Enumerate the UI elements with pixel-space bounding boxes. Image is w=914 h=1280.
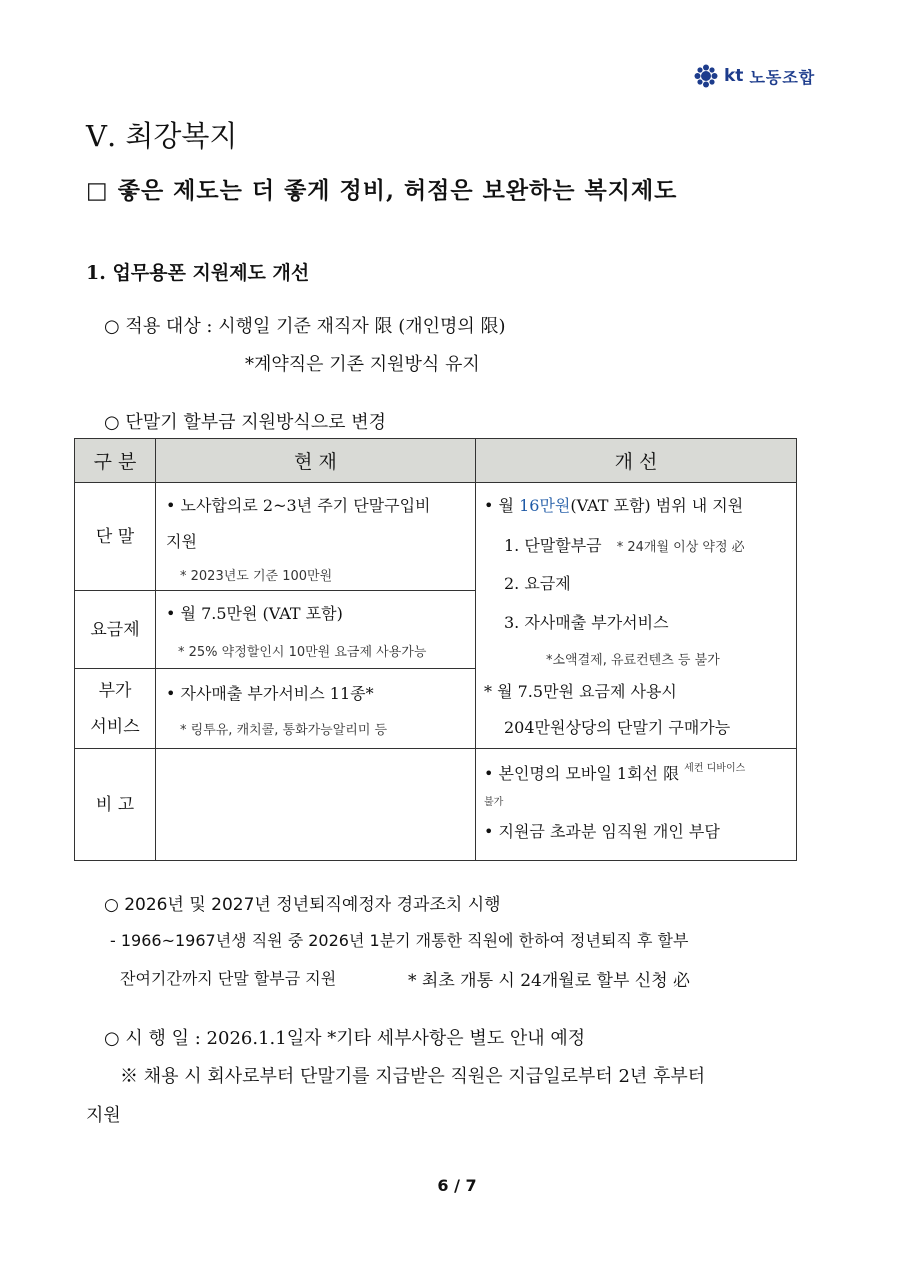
remark-sup2: 불가 xyxy=(484,797,504,808)
page-number: 6 / 7 xyxy=(437,1176,477,1195)
logo-kt: kt xyxy=(724,66,744,86)
logo-union: 노동조합 xyxy=(749,67,816,87)
current-device-note: * 2023년도 기준 100만원 xyxy=(180,569,333,584)
remark-line1-text: • 본인명의 모바일 1회선 限 xyxy=(484,764,680,783)
union-emblem-icon xyxy=(694,64,718,88)
improved-remark xyxy=(476,749,797,861)
target-line: ○ 적용 대상 : 시행일 기준 재직자 限 (개인명의 限) xyxy=(104,316,506,337)
kt-union-logo xyxy=(694,64,815,88)
remark-line2: • 지원금 초과분 임직원 개인 부담 xyxy=(484,822,720,841)
row-label-addon-line2: 서비스 xyxy=(90,716,140,737)
current-fee-line1: • 월 7.5만원 (VAT 포함) xyxy=(166,604,343,623)
current-addon-line1: • 자사매출 부가서비스 11종* xyxy=(166,684,374,703)
subtitle: □ 좋은 제도는 더 좋게 정비, 허점은 보완하는 복지제도 xyxy=(86,177,678,204)
section-title: Ⅴ. 최강복지 xyxy=(86,119,238,153)
effective-line2: ※ 채용 시 회사로부터 단말기를 지급받은 직원은 지급일로부터 2년 후부터 xyxy=(120,1066,706,1087)
row-label-fee: 요금제 xyxy=(75,591,156,669)
comparison-table xyxy=(74,438,797,861)
improved-amount: 16만원 xyxy=(519,496,571,515)
effective-line1: ○ 시 행 일 : 2026.1.1일자 *기타 세부사항은 별도 안내 예정 xyxy=(104,1028,586,1049)
improved-item1 xyxy=(504,533,745,556)
current-device xyxy=(156,483,476,591)
row-label-addon xyxy=(75,669,156,749)
remark-line1 xyxy=(484,759,745,784)
current-device-line2: 지원 xyxy=(166,532,197,551)
item1-heading: 1. 업무용폰 지원제도 개선 xyxy=(86,262,310,284)
remark-sup: 세컨 디바이스 xyxy=(684,763,746,774)
transition-line2: - 1966~1967년생 직원 중 2026년 1분기 개통한 직원에 한하여 정년퇴직 후 할부 xyxy=(110,931,689,950)
transition-line3: 잔여기간까지 단말 할부금 지원 xyxy=(120,969,337,988)
improved-usage-line2: 204만원상당의 단말기 구매가능 xyxy=(504,718,731,737)
header-improved: 개 선 xyxy=(476,439,797,483)
header-category: 구 분 xyxy=(75,439,156,483)
row-label-addon-line1: 부가 xyxy=(98,680,132,701)
improved-item1-note: * 24개월 이상 약정 必 xyxy=(616,540,745,555)
improved-item3: 3. 자사매출 부가서비스 xyxy=(504,613,669,632)
header-current: 현 재 xyxy=(156,439,476,483)
target-note: *계약직은 기존 지원방식 유지 xyxy=(245,354,480,375)
improved-line1-suffix: (VAT 포함) 범위 내 지원 xyxy=(570,496,744,515)
current-fee xyxy=(156,591,476,669)
row-label-remark: 비 고 xyxy=(75,749,156,861)
improved-item1-label: 1. 단말할부금 xyxy=(504,536,602,555)
change-line: ○ 단말기 할부금 지원방식으로 변경 xyxy=(104,412,387,433)
current-addon-note: * 링투유, 캐치콜, 통화가능알리미 등 xyxy=(180,723,388,738)
current-addon xyxy=(156,669,476,749)
improved-main xyxy=(476,483,797,749)
improved-line1-prefix: • 월 xyxy=(484,496,520,515)
current-remark xyxy=(156,749,476,861)
improved-item2: 2. 요금제 xyxy=(504,574,571,593)
row-label-device: 단 말 xyxy=(75,483,156,591)
improved-usage-line1: * 월 7.5만원 요금제 사용시 xyxy=(484,682,677,701)
transition-line1: ○ 2026년 및 2027년 정년퇴직예정자 경과조치 시행 xyxy=(104,895,501,915)
improved-item3-note: *소액결제, 유료컨텐츠 등 불가 xyxy=(546,653,720,668)
current-fee-note: * 25% 약정할인시 10만원 요금제 사용가능 xyxy=(178,645,427,660)
effective-line3: 지원 xyxy=(86,1105,121,1126)
transition-line3-note: * 최초 개통 시 24개월로 할부 신청 必 xyxy=(408,971,691,991)
current-device-line1: • 노사합의로 2~3년 주기 단말구입비 xyxy=(166,496,431,515)
improved-line1 xyxy=(484,493,743,516)
